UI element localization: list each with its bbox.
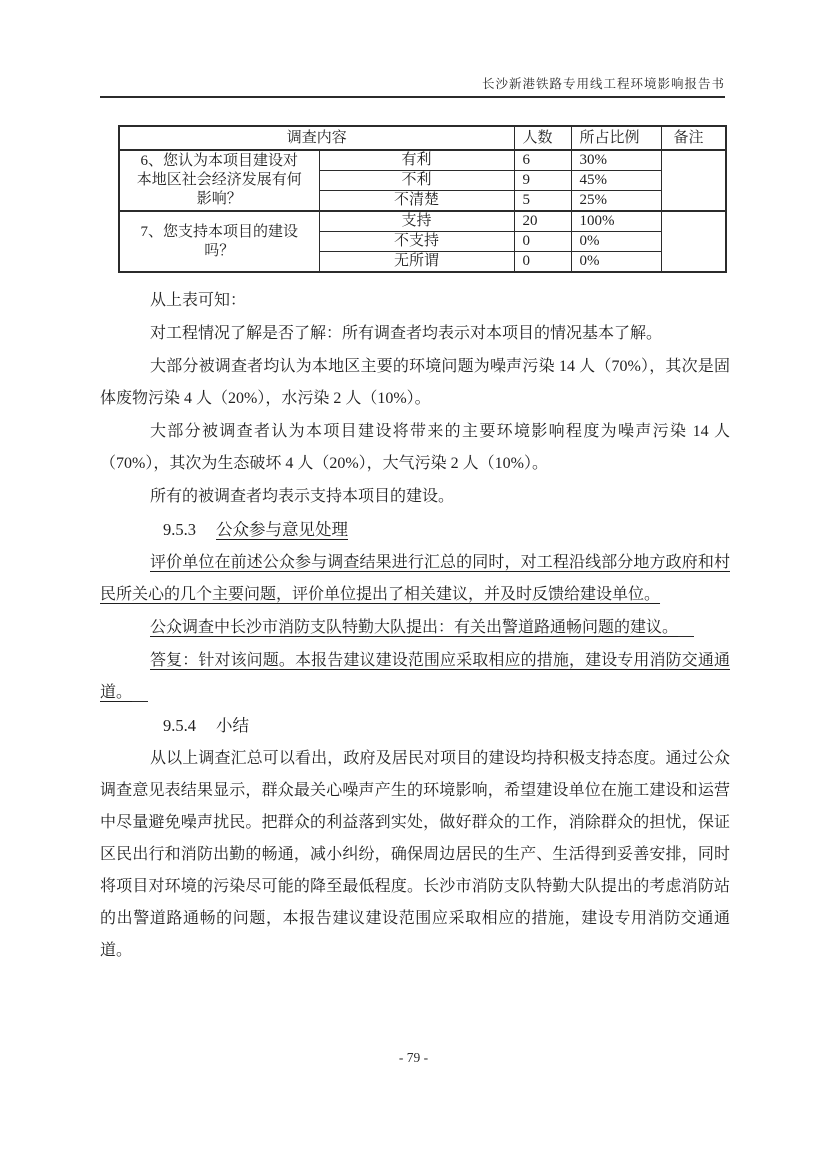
page-number: - 79 - [398,1050,429,1065]
paragraph: 所有的被调查者均表示支持本项目的建设。 [150,488,455,505]
section-heading-954 [100,710,730,742]
count-cell: 6 [514,150,571,171]
ratio-cell: 25% [571,191,661,212]
count-cell: 0 [514,232,571,252]
ratio-cell: 0% [571,232,661,252]
running-header-title: 长沙新港铁路专用线工程环境影响报告书 [481,77,725,91]
paragraph: 大部分被调查者均认为本地区主要的环境问题为噪声污染 14 人（70%），其次是固体废物污染 4 人（20%），水污染 2 人（10%）。 [100,358,730,407]
option-cell: 无所谓 [319,252,514,273]
summary-paragraph: 从以上调查汇总可以看出，政府及居民对项目的建设均持积极支持态度。通过公众调查意见表结果显示，群众最关心噪声产生的环境影响，希望建设单位在施工建设和运营中尽量避免噪声扰民。把群众的利益落到实处，做好群众的工作，消除群众的担忧，保证区民出行和消防出勤的畅通，减小纠纷，确保周边居民的生产、生活得到妥善安排，同时将项目对环境的污染尽可能的降至最低程度。长沙市消防支队特勤大队提出的考虑消防站的出警道路通畅的问题，本报告建议建设范围应采取相应的措施，建设专用消防交通通道。 [100,750,730,959]
underlined-paragraph: 公众调查中长沙市消防支队特勤大队提出：有关出警道路通畅问题的建议。 [100,612,730,644]
ratio-cell: 100% [571,211,661,232]
section-number: 9.5.3 [163,520,196,539]
question-cell: 6、您认为本项目建设对本地区社会经济发展有何影响？ [119,150,319,211]
option-cell: 不支持 [319,232,514,252]
section-title: 小结 [216,716,249,735]
header-cell-ratio: 所占比例 [571,126,661,150]
ratio-cell: 30% [571,150,661,171]
count-cell: 20 [514,211,571,232]
option-cell: 不清楚 [319,191,514,212]
option-cell: 不利 [319,171,514,191]
underlined-paragraph: 答复：针对该问题。本报告建议建设范围应采取相应的措施，建设专用消防交通通道。 [100,652,730,701]
header-cell-note: 备注 [661,126,726,150]
paragraph: 对工程情况了解是否了解：所有调查者均表示对本项目的情况基本了解。 [150,325,663,342]
section-number: 9.5.4 [163,716,196,735]
count-cell: 5 [514,191,571,212]
section-title: 公众参与意见处理 [216,520,348,539]
survey-results-table [118,125,727,273]
table-header-row [119,126,726,150]
note-cell [661,150,726,211]
header-cell-content: 调查内容 [119,126,514,150]
underline-tail [132,696,148,702]
count-cell: 0 [514,252,571,273]
ratio-cell: 45% [571,171,661,191]
underlined-paragraph: 评价单位在前述公众参与调查结果进行汇总的同时，对工程沿线部分地方政府和村民所关心的几个主要问题，评价单位提出了相关建议，并及时反馈给建设单位。 [100,554,730,603]
body-content [100,285,730,968]
option-cell: 支持 [319,211,514,232]
page-footer [0,1050,827,1066]
header-rule [100,96,725,98]
option-cell: 有利 [319,150,514,171]
table-row [119,211,726,232]
paragraph: 大部分被调查者认为本项目建设将带来的主要环境影响程度为噪声污染 14 人（70%），其次为生态破坏 4 人（20%），大气污染 2 人（10%）。 [100,423,730,472]
question-cell: 7、您支持本项目的建设吗？ [119,211,319,272]
table-row [119,150,726,171]
underline-tail [678,631,694,637]
count-cell: 9 [514,171,571,191]
ratio-cell: 0% [571,252,661,273]
header-cell-count: 人数 [514,126,571,150]
section-heading-953 [100,514,730,546]
note-cell [661,211,726,272]
paragraph: 从上表可知： [150,292,247,309]
